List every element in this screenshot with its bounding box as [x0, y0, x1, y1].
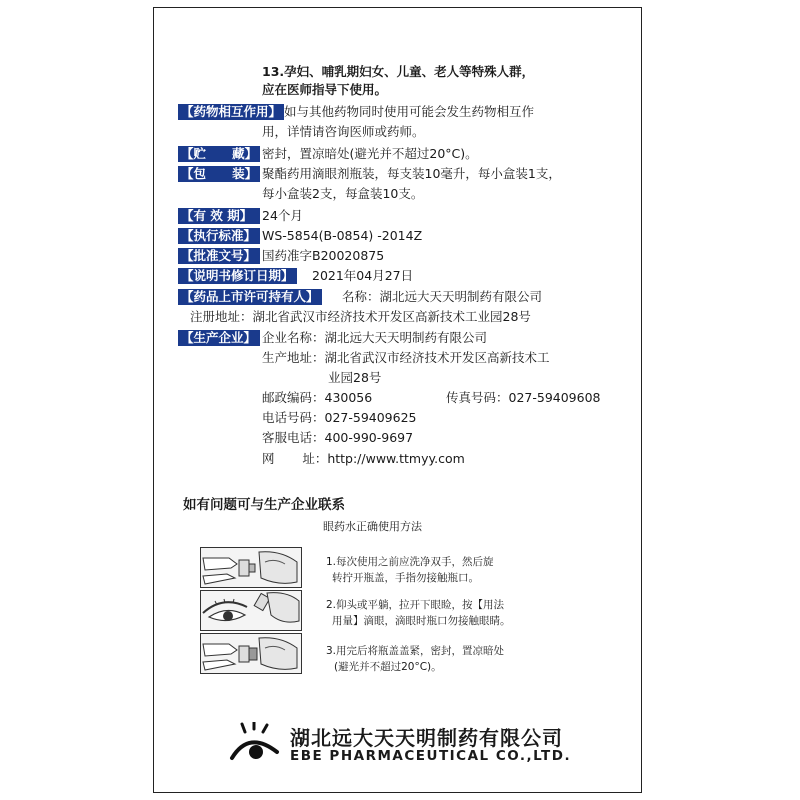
package-text-line2: 每小盒装2支，每盒装10支。 [262, 186, 424, 201]
step3-line2: (避光并不超过20°C)。 [334, 661, 442, 673]
manufacturer-address-line1: 生产地址：湖北省武汉市经济技术开发区高新技术工 [262, 350, 550, 365]
manufacturer-service: 客服电话：400-990-9697 [262, 430, 414, 445]
step3-illustration [200, 633, 302, 674]
usage-title: 眼药水正确使用方法 [323, 520, 422, 533]
validity-label: 【 有 效 期 】 [178, 208, 260, 224]
manufacturer-label: 【 生产企业 】 [178, 330, 260, 346]
holder-address: 注册地址：湖北省武汉市经济技术开发区高新技术工业园28号 [190, 309, 531, 324]
step1-illustration [200, 547, 302, 588]
precaution-13-line2: 应在医师指导下使用。 [262, 82, 388, 97]
brand-logo [229, 722, 281, 764]
step1-line1: 1.每次使用之前应洗净双手，然后旋 [326, 556, 494, 568]
standard-text: WS-5854(B-0854) -2014Z [262, 228, 423, 243]
step2-line1: 2.仰头或平躺，拉开下眼睑，按【用法 [326, 599, 505, 611]
interaction-text-line2: 用，详情请咨询医师或药师。 [262, 124, 425, 139]
hand-bottle-icon [201, 634, 301, 673]
contact-note: 如有问题可与生产企业联系 [183, 497, 345, 513]
approval-text: 国药准字B20020875 [262, 248, 385, 263]
holder-label: 【 药品上市许可持有人 】 [178, 289, 322, 305]
brand-name-en: EBE PHARMACEUTICAL CO.,LTD. [290, 748, 572, 764]
manufacturer-fax: 传真号码：027-59409608 [446, 390, 601, 405]
eye-drop-icon [201, 591, 301, 630]
step1-line2: 转拧开瓶盖，手指勿接触瓶口。 [332, 572, 479, 584]
interaction-label: 【 药物相互作用 】 [178, 104, 284, 120]
holder-name: 名称：湖北远大天天明制药有限公司 [342, 289, 543, 304]
revision-text: 2021年04月27日 [312, 268, 414, 283]
manufacturer-address-line2: 业园28号 [328, 370, 382, 385]
validity-text: 24个月 [262, 208, 303, 223]
brand-name-cn: 湖北远大天天明制药有限公司 [290, 726, 563, 750]
package-text-line1: 聚酯药用滴眼剂瓶装，每支装10毫升，每小盒装1支， [262, 166, 561, 181]
interaction-text-line1: 如与其他药物同时使用可能会发生药物相互作 [284, 104, 535, 119]
step2-illustration [200, 590, 302, 631]
manufacturer-website: 网 址：http://www.ttmyy.com [262, 451, 465, 466]
step3-line1: 3.用完后将瓶盖盖紧，密封，置凉暗处 [326, 645, 505, 657]
manufacturer-name: 企业名称：湖北远大天天明制药有限公司 [262, 330, 488, 345]
logo-eye-icon [229, 722, 281, 764]
revision-label: 【 说明书修订日期 】 [178, 268, 297, 284]
storage-label: 【 贮 藏 】 [178, 146, 260, 162]
precaution-13-line1: 13.孕妇、哺乳期妇女、儿童、老人等特殊人群， [262, 64, 535, 79]
hand-bottle-icon [201, 548, 301, 587]
package-label: 【 包 装 】 [178, 166, 260, 182]
manufacturer-phone: 电话号码：027-59409625 [262, 410, 417, 425]
step2-line2: 用量】滴眼，滴眼时瓶口勿接触眼睛。 [332, 615, 511, 627]
storage-text: 密封，置凉暗处(避光并不超过20°C)。 [262, 146, 478, 161]
approval-label: 【 批准文号 】 [178, 248, 260, 264]
manufacturer-postcode: 邮政编码：430056 [262, 390, 373, 405]
standard-label: 【 执行标准 】 [178, 228, 260, 244]
